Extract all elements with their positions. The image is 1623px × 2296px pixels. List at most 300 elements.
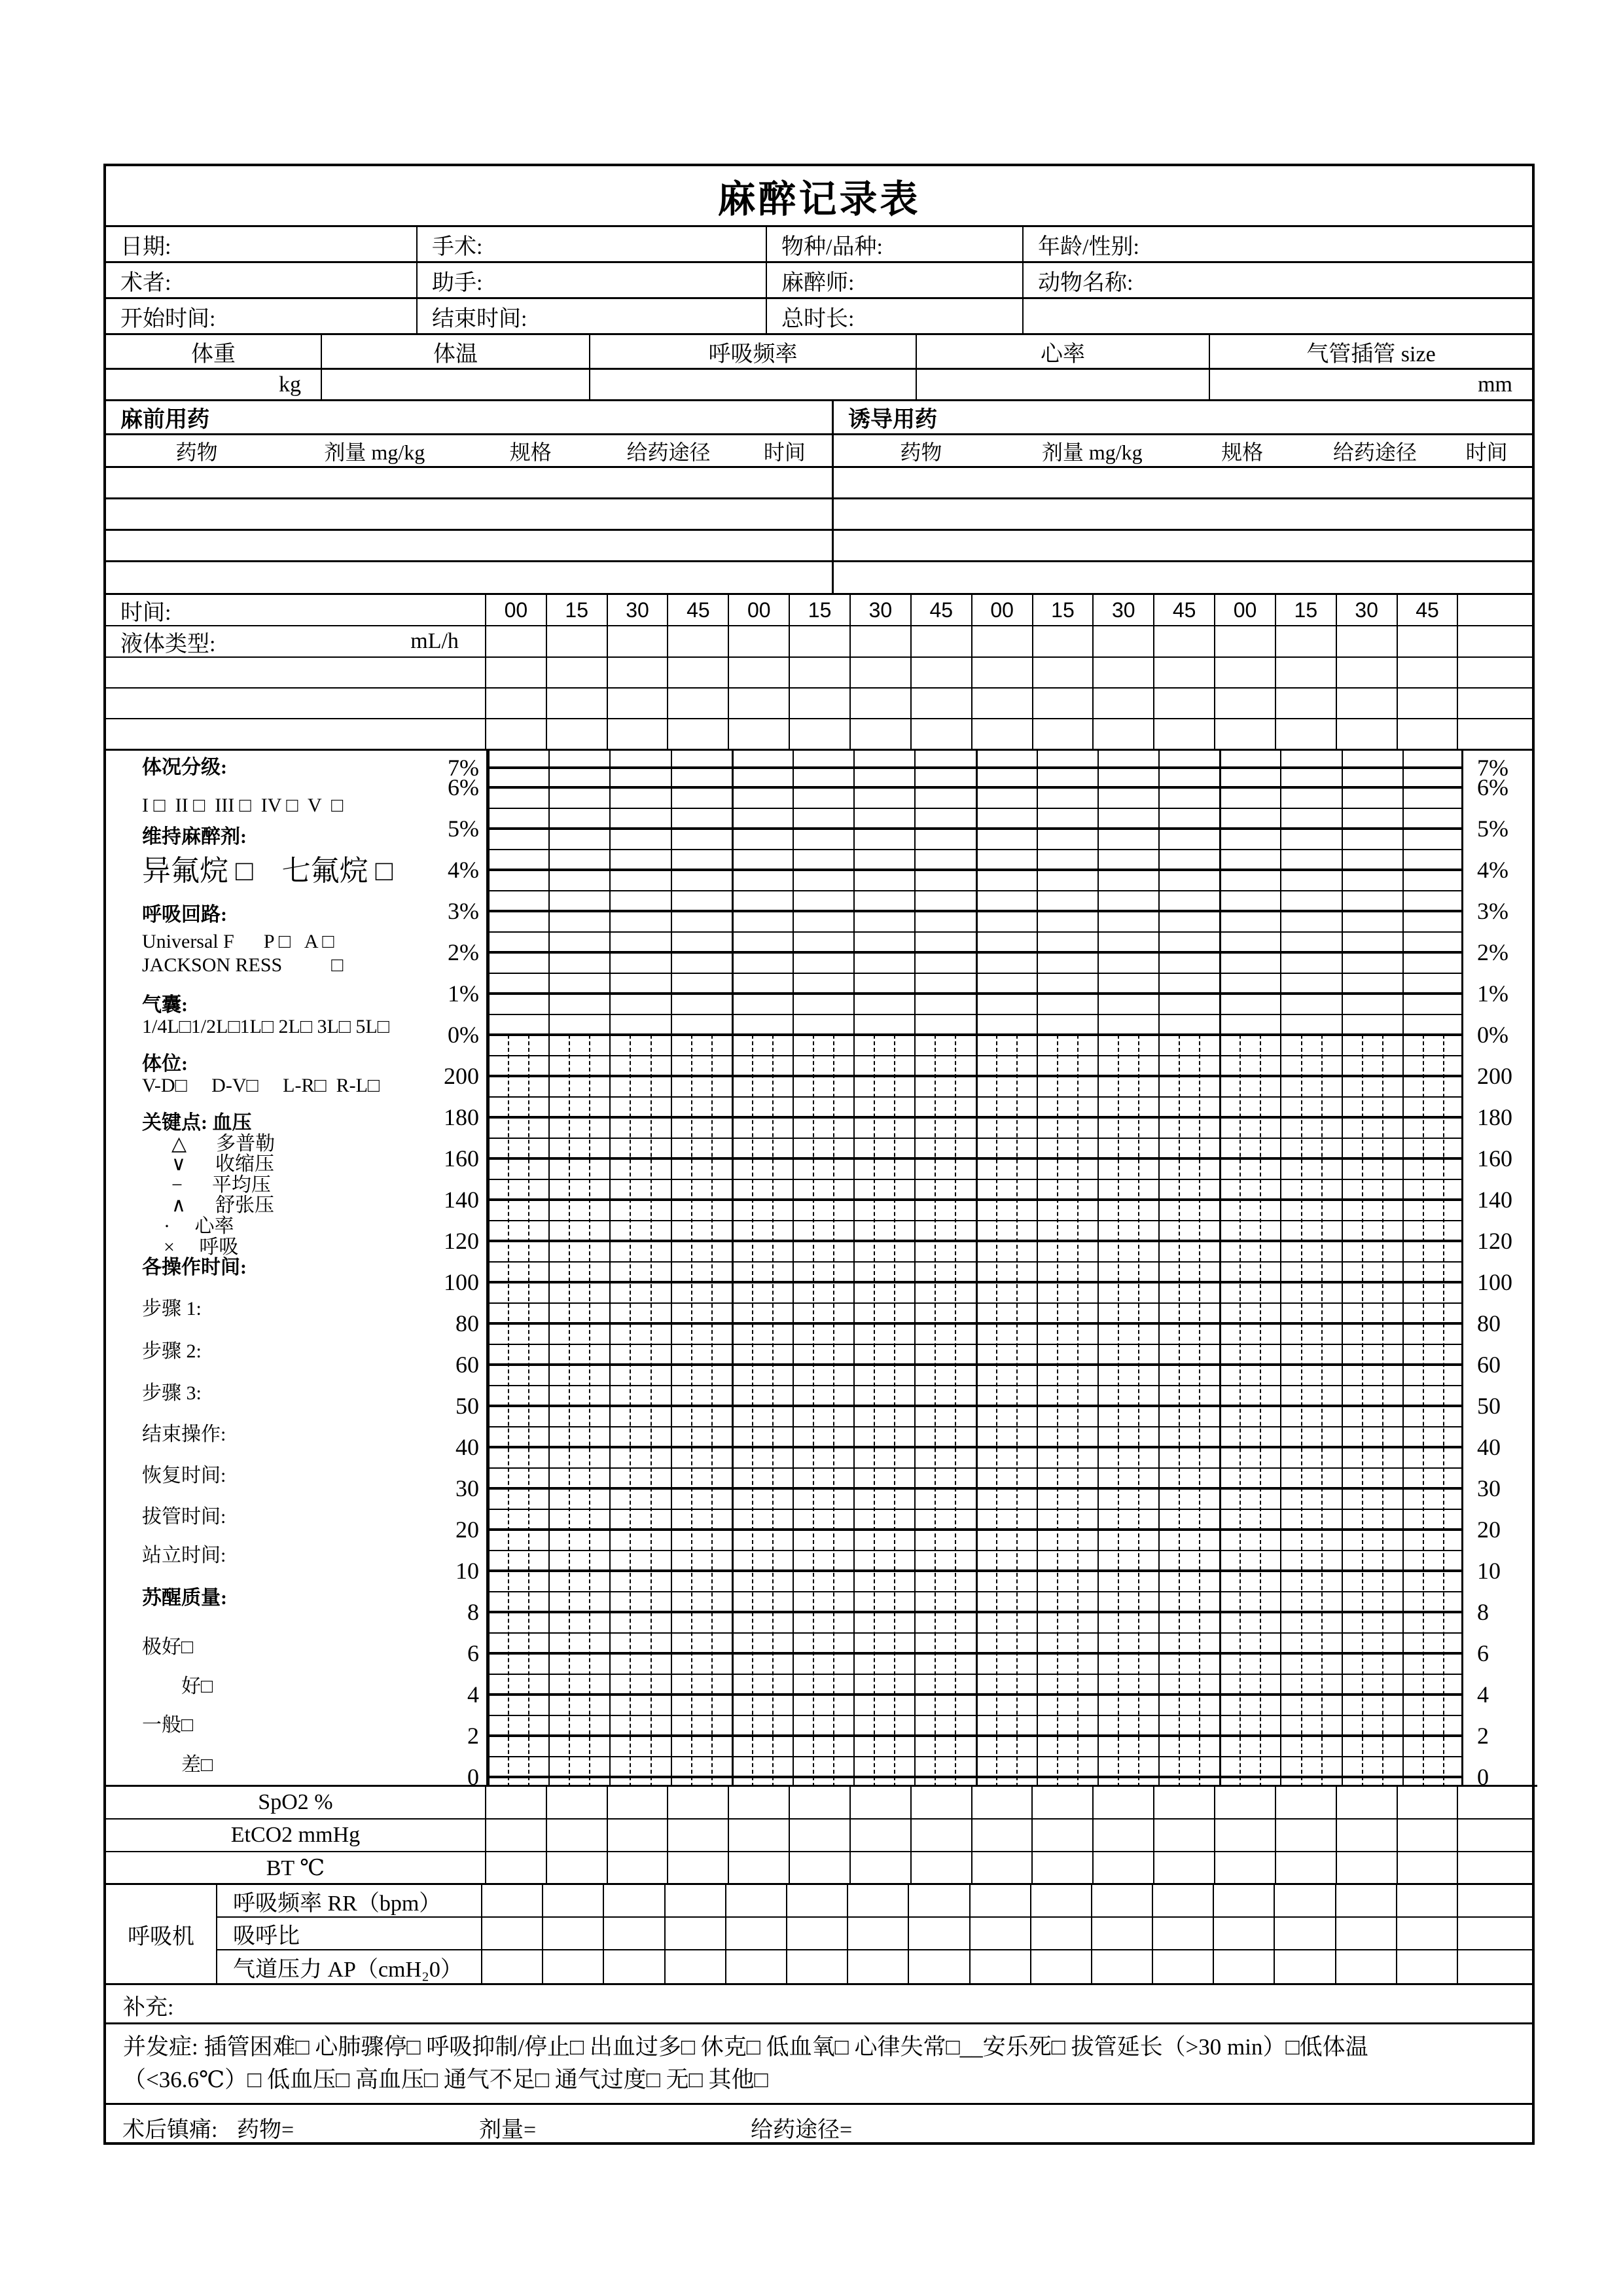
- grid-cell[interactable]: [608, 719, 669, 749]
- op-step1[interactable]: 步骤 1:: [142, 1298, 202, 1319]
- grid-vline: [1158, 751, 1160, 1787]
- premed-entry-cell[interactable]: [106, 562, 834, 593]
- induction-entry-cell[interactable]: [834, 562, 1532, 593]
- grid-cell[interactable]: [790, 689, 851, 718]
- grid-cell[interactable]: [543, 1885, 604, 1916]
- grid-hline-major: [488, 1240, 1463, 1242]
- grid-cell[interactable]: [729, 1852, 790, 1883]
- grid-cell[interactable]: [909, 1885, 970, 1916]
- grid-cell[interactable]: [851, 719, 912, 749]
- grid-cell[interactable]: [1031, 1885, 1092, 1916]
- asa-grade-options[interactable]: I □ II □ III □ IV □ V □: [142, 795, 344, 816]
- grid-cell[interactable]: [1337, 1787, 1398, 1818]
- grid-cell[interactable]: [1276, 1852, 1337, 1883]
- grid-hline-minor: [488, 1014, 1463, 1015]
- grid-cell[interactable]: [608, 1787, 669, 1818]
- grid-vline: [976, 751, 978, 1787]
- grid-cell[interactable]: [486, 689, 547, 718]
- grid-cell[interactable]: [608, 658, 669, 687]
- page-title: 麻醉记录表: [106, 166, 1532, 227]
- grid-cell[interactable]: [912, 626, 972, 656]
- premed-col-spec: 规格: [509, 440, 552, 464]
- circuit-universal-options[interactable]: Universal F P □ A □: [142, 931, 334, 952]
- grid-cell[interactable]: [1276, 626, 1337, 656]
- grid-cell[interactable]: [1094, 689, 1154, 718]
- axis-label: 160: [444, 1145, 479, 1172]
- vent-ap-label: 气道压力 AP（cmH₂0）: [217, 1950, 482, 1983]
- grid-cell[interactable]: [912, 658, 972, 687]
- grid-cell[interactable]: [486, 1852, 547, 1883]
- grid-cell[interactable]: [1033, 1820, 1094, 1851]
- grid-cell[interactable]: [604, 1950, 665, 1983]
- axis-label: 100: [1477, 1269, 1512, 1295]
- recovery-good-option[interactable]: 好□: [181, 1676, 213, 1697]
- bt-end-cell: [1458, 1852, 1532, 1883]
- time-tick-cell[interactable]: 15: [790, 595, 851, 625]
- axis-label: 0%: [1477, 1022, 1508, 1048]
- axis-label: 10: [455, 1558, 479, 1584]
- resp-value-cell[interactable]: [590, 370, 917, 399]
- grid-cell[interactable]: [790, 626, 851, 656]
- time-tick-cell[interactable]: 00: [729, 595, 790, 625]
- grid-vline: [732, 751, 734, 1787]
- grid-cell[interactable]: [608, 1852, 669, 1883]
- grid-cell[interactable]: [912, 1820, 972, 1851]
- grid-cell[interactable]: [608, 626, 669, 656]
- axis-label: 2: [1477, 1723, 1489, 1749]
- grid-cell[interactable]: [1336, 1918, 1397, 1949]
- grid-cell[interactable]: [729, 1820, 790, 1851]
- grid-cell[interactable]: [1094, 626, 1154, 656]
- grid-cell[interactable]: [1154, 719, 1215, 749]
- grid-cell[interactable]: [971, 1918, 1031, 1949]
- axis-label: 3%: [1477, 898, 1508, 924]
- grid-cell[interactable]: [608, 689, 669, 718]
- grid-cell[interactable]: [482, 1918, 543, 1949]
- weight-value-cell[interactable]: kg: [106, 370, 322, 399]
- grid-cell[interactable]: [971, 1885, 1031, 1916]
- med-entry-row: [106, 499, 1532, 531]
- grid-cell[interactable]: [848, 1950, 909, 1983]
- grid-cell[interactable]: [1154, 1852, 1215, 1883]
- grid-cell[interactable]: [729, 1787, 790, 1818]
- axis-label: 7%: [448, 755, 479, 781]
- grid-cell[interactable]: [1214, 1950, 1275, 1983]
- grid-cell[interactable]: [608, 1820, 669, 1851]
- vent-ie-end-cell: [1458, 1918, 1532, 1949]
- bag-options[interactable]: 1/4L□1/2L□1L□ 2L□ 3L□ 5L□: [142, 1016, 389, 1037]
- hr-value-cell[interactable]: [917, 370, 1210, 399]
- grid-cell[interactable]: [543, 1950, 604, 1983]
- grid-cell[interactable]: [912, 689, 972, 718]
- time-tick-cell[interactable]: 30: [1094, 595, 1154, 625]
- grid-cell[interactable]: [1153, 1950, 1214, 1983]
- op-extubation-time[interactable]: 拔管时间:: [142, 1506, 226, 1528]
- grid-cell[interactable]: [668, 1820, 729, 1851]
- end-time-field[interactable]: 结束时间:: [418, 299, 767, 333]
- temp-value-cell[interactable]: [322, 370, 590, 399]
- legend-respiration: × 呼吸: [164, 1236, 239, 1258]
- grid-cell[interactable]: [1154, 626, 1215, 656]
- etco2-end-cell: [1458, 1820, 1532, 1851]
- time-tick-cell[interactable]: 45: [1398, 595, 1459, 625]
- grid-cell[interactable]: [1337, 658, 1398, 687]
- chart-axis-left: [381, 751, 479, 1790]
- grid-cell[interactable]: [726, 1885, 787, 1916]
- grid-cell[interactable]: [482, 1885, 543, 1916]
- op-recovery-time[interactable]: 恢复时间:: [142, 1465, 226, 1486]
- grid-cell[interactable]: [912, 1852, 972, 1883]
- grid-hline-minor: [488, 1385, 1463, 1386]
- grid-cell[interactable]: [1094, 719, 1154, 749]
- grid-cell[interactable]: [726, 1918, 787, 1949]
- grid-cell[interactable]: [1276, 689, 1337, 718]
- axis-label: 20: [1477, 1516, 1501, 1543]
- grid-cell[interactable]: [1275, 1950, 1336, 1983]
- grid-cell[interactable]: [790, 658, 851, 687]
- time-tick-cell[interactable]: 00: [486, 595, 547, 625]
- date-field[interactable]: 日期:: [106, 227, 418, 261]
- fluid-unit-label: mL/h: [410, 629, 459, 653]
- induction-col-time: 时间: [1465, 440, 1508, 464]
- analgesia-drug-field[interactable]: 药物=: [237, 2118, 294, 2142]
- grid-cell[interactable]: [1337, 689, 1398, 718]
- vent-rr-row: [217, 1885, 1532, 1918]
- time-tick-cell[interactable]: 30: [608, 595, 669, 625]
- grid-cell[interactable]: [547, 1852, 608, 1883]
- grid-cell[interactable]: [668, 626, 729, 656]
- grid-cell[interactable]: [666, 1885, 726, 1916]
- grid-cell[interactable]: [604, 1885, 665, 1916]
- axis-label: 6: [467, 1640, 479, 1666]
- grid-cell[interactable]: [543, 1918, 604, 1949]
- axis-label: 8: [1477, 1599, 1489, 1625]
- grid-cell[interactable]: [851, 626, 912, 656]
- axis-label: 5%: [448, 816, 479, 842]
- complications-line1[interactable]: 并发症: 插管困难□ 心肺骤停□ 呼吸抑制/停止□ 出血过多□ 休克□ 低血氧□ 心律失常□__安乐死□ 拔管延长（>30 min）□低体温: [123, 2034, 1368, 2060]
- grid-cell[interactable]: [1276, 1787, 1337, 1818]
- grid-cell[interactable]: [1031, 1950, 1092, 1983]
- bt-label: BT ℃: [106, 1852, 486, 1883]
- grid-cell[interactable]: [1094, 1820, 1154, 1851]
- grid-cell[interactable]: [1033, 658, 1094, 687]
- maintenance-options[interactable]: 异氟烷 □ 七氟烷 □: [142, 855, 393, 887]
- recovery-excellent-option[interactable]: 极好□: [142, 1636, 194, 1658]
- induction-entry-cell[interactable]: [834, 531, 1532, 560]
- recovery-fair-option[interactable]: 一般□: [142, 1714, 194, 1736]
- grid-cell[interactable]: [1215, 658, 1276, 687]
- axis-label: 50: [455, 1393, 479, 1419]
- grid-cell[interactable]: [790, 1852, 851, 1883]
- position-options[interactable]: V-D□ D-V□ L-R□ R-L□: [142, 1075, 380, 1096]
- blank-grid-row: [106, 719, 1532, 751]
- grid-cell[interactable]: [486, 1820, 547, 1851]
- grid-cell[interactable]: [1397, 1885, 1458, 1916]
- complications-line2[interactable]: （<36.6℃）□ 低血压□ 高血压□ 通气不足□ 通气过度□ 无□ 其他□: [123, 2067, 768, 2092]
- time-tick-cell[interactable]: 45: [912, 595, 972, 625]
- grid-cell[interactable]: [912, 1787, 972, 1818]
- blank-row-label[interactable]: [106, 689, 486, 718]
- blank-grid-row: [106, 689, 1532, 719]
- grid-cell[interactable]: [1398, 719, 1459, 749]
- resp-rate-header: 呼吸频率: [590, 335, 917, 368]
- grid-cell[interactable]: [1153, 1918, 1214, 1949]
- grid-cell[interactable]: [1092, 1918, 1153, 1949]
- premed-entry-cell[interactable]: [106, 499, 834, 529]
- grid-cell[interactable]: [1153, 1885, 1214, 1916]
- grid-cell[interactable]: [1092, 1885, 1153, 1916]
- grid-vline: [488, 751, 490, 1787]
- time-tick-cell[interactable]: 00: [1215, 595, 1276, 625]
- complications-block: [106, 2024, 1532, 2105]
- blank-row-label[interactable]: [106, 719, 486, 749]
- analgesia-dose-field[interactable]: 剂量=: [479, 2118, 537, 2142]
- grid-hline-major: [488, 1075, 1463, 1077]
- axis-label: 2: [467, 1723, 479, 1749]
- grid-cell[interactable]: [1336, 1885, 1397, 1916]
- grid-cell[interactable]: [972, 626, 1033, 656]
- vent-ie-label: 吸呼比: [217, 1918, 482, 1949]
- grid-cell[interactable]: [851, 1852, 912, 1883]
- grid-cell[interactable]: [486, 626, 547, 656]
- grid-cell[interactable]: [1398, 626, 1459, 656]
- start-time-field[interactable]: 开始时间:: [106, 299, 418, 333]
- premed-entry-cell[interactable]: [106, 531, 834, 560]
- grid-cell[interactable]: [1337, 626, 1398, 656]
- grid-cell[interactable]: [1092, 1950, 1153, 1983]
- grid-cell[interactable]: [1031, 1918, 1092, 1949]
- grid-cell[interactable]: [726, 1950, 787, 1983]
- grid-cell[interactable]: [1398, 1820, 1459, 1851]
- grid-cell[interactable]: [848, 1885, 909, 1916]
- grid-cell[interactable]: [1398, 1852, 1459, 1883]
- grid-cell[interactable]: [604, 1918, 665, 1949]
- grid-cell[interactable]: [1337, 1820, 1398, 1851]
- induction-entry-cell[interactable]: [834, 499, 1532, 529]
- axis-label: 80: [1477, 1310, 1501, 1336]
- grid-cell[interactable]: [909, 1918, 970, 1949]
- grid-cell[interactable]: [790, 1820, 851, 1851]
- grid-hline-minor: [488, 1756, 1463, 1757]
- axis-label: 7%: [1477, 755, 1508, 781]
- induction-col-drug: 药物: [900, 440, 942, 464]
- time-tick-cell[interactable]: 30: [851, 595, 912, 625]
- blank-grid-row: [106, 658, 1532, 689]
- grid-cell[interactable]: [668, 719, 729, 749]
- grid-cell[interactable]: [971, 1950, 1031, 1983]
- time-tick-cell[interactable]: 15: [1276, 595, 1337, 625]
- grid-cell[interactable]: [1214, 1918, 1275, 1949]
- grid-cell[interactable]: [1275, 1918, 1336, 1949]
- grid-cell[interactable]: [1215, 1820, 1276, 1851]
- grid-cell[interactable]: [1215, 1852, 1276, 1883]
- ventilator-block: [106, 1885, 1532, 1985]
- animal-name-field[interactable]: 动物名称:: [1038, 270, 1133, 295]
- grid-cell[interactable]: [972, 658, 1033, 687]
- axis-label: 4%: [1477, 857, 1508, 883]
- op-step2[interactable]: 步骤 2:: [142, 1340, 202, 1362]
- grid-cell[interactable]: [1033, 1787, 1094, 1818]
- legend-label: 关键点: 血压: [142, 1112, 252, 1134]
- grid-cell[interactable]: [1154, 1820, 1215, 1851]
- grid-cell[interactable]: [1154, 689, 1215, 718]
- axis-label: 3%: [448, 898, 479, 924]
- grid-cell[interactable]: [1275, 1885, 1336, 1916]
- grid-vline: [609, 751, 611, 1787]
- etco2-label: EtCO2 mmHg: [106, 1820, 486, 1851]
- grid-hline-major: [488, 1322, 1463, 1325]
- grid-cell[interactable]: [909, 1950, 970, 1983]
- grid-hline-major: [488, 1528, 1463, 1531]
- grid-cell[interactable]: [547, 689, 608, 718]
- time-tick-cell[interactable]: 00: [972, 595, 1033, 625]
- grid-cell[interactable]: [972, 719, 1033, 749]
- grid-hline-minor: [488, 890, 1463, 891]
- grid-cell[interactable]: [1215, 689, 1276, 718]
- grid-cell[interactable]: [1276, 1820, 1337, 1851]
- recovery-poor-option[interactable]: 差□: [181, 1754, 213, 1776]
- position-label: 体位:: [142, 1053, 188, 1075]
- med-entry-row: [106, 531, 1532, 562]
- induction-col-route: 给药途径: [1332, 440, 1417, 464]
- time-tick-cell[interactable]: 15: [547, 595, 608, 625]
- grid-cell[interactable]: [1154, 1787, 1215, 1818]
- grid-cell[interactable]: [486, 658, 547, 687]
- grid-hline-minor: [488, 973, 1463, 974]
- fluid-row: [106, 626, 1532, 658]
- grid-cell[interactable]: [1337, 719, 1398, 749]
- grid-cell[interactable]: [1033, 626, 1094, 656]
- grid-cell[interactable]: [729, 626, 790, 656]
- grid-cell[interactable]: [1336, 1950, 1397, 1983]
- grid-cell[interactable]: [666, 1950, 726, 1983]
- premed-title: 麻前用药: [106, 401, 834, 433]
- grid-cell[interactable]: [851, 689, 912, 718]
- bag-label: 气囊:: [142, 994, 188, 1016]
- etco2-cells: [486, 1820, 1459, 1851]
- grid-cell[interactable]: [547, 1787, 608, 1818]
- grid-cell[interactable]: [972, 1787, 1033, 1818]
- grid-cell[interactable]: [1215, 626, 1276, 656]
- grid-cell[interactable]: [1397, 1918, 1458, 1949]
- grid-cell[interactable]: [1337, 1852, 1398, 1883]
- anesthetist-field[interactable]: 麻醉师:: [767, 263, 1024, 297]
- grid-cell[interactable]: [666, 1918, 726, 1949]
- grid-cell[interactable]: [851, 1820, 912, 1851]
- supplement-row[interactable]: [106, 1985, 1532, 2024]
- grid-cell[interactable]: [486, 719, 547, 749]
- grid-vline: [1342, 751, 1343, 1787]
- grid-cell[interactable]: [1094, 658, 1154, 687]
- axis-label: 100: [444, 1269, 479, 1295]
- grid-vline: [1280, 751, 1281, 1787]
- surgery-field[interactable]: 手术:: [418, 227, 767, 261]
- grid-cell[interactable]: [668, 658, 729, 687]
- time-tick-cell[interactable]: 45: [668, 595, 729, 625]
- premed-entry-cell[interactable]: [106, 468, 834, 497]
- grid-cell[interactable]: [486, 1787, 547, 1818]
- circuit-jackson-option[interactable]: JACKSON RESS □: [142, 954, 344, 976]
- grid-cell[interactable]: [1094, 1852, 1154, 1883]
- induction-entry-cell[interactable]: [834, 468, 1532, 497]
- species-field[interactable]: 物种/品种:: [767, 227, 1024, 261]
- op-step3[interactable]: 步骤 3:: [142, 1382, 202, 1404]
- op-standing-time[interactable]: 站立时间:: [142, 1545, 226, 1566]
- tube-value-cell[interactable]: mm: [1478, 372, 1512, 397]
- grid-cell[interactable]: [790, 1787, 851, 1818]
- grid-cell[interactable]: [547, 626, 608, 656]
- grid-cell[interactable]: [668, 1787, 729, 1818]
- grid-cell[interactable]: [1214, 1885, 1275, 1916]
- grid-vline: [671, 751, 672, 1787]
- axis-label: 60: [1477, 1352, 1501, 1378]
- induction-col-dose: 剂量 mg/kg: [1041, 440, 1143, 464]
- grid-cell[interactable]: [1094, 1787, 1154, 1818]
- grid-cell[interactable]: [1033, 1852, 1094, 1883]
- grid-cell[interactable]: [787, 1885, 848, 1916]
- blank-row-label[interactable]: [106, 658, 486, 687]
- total-duration-field[interactable]: 总时长:: [767, 299, 1024, 333]
- grid-cell[interactable]: [1276, 719, 1337, 749]
- grid-cell[interactable]: [787, 1918, 848, 1949]
- time-tick-cell[interactable]: 30: [1337, 595, 1398, 625]
- grid-cell[interactable]: [1033, 719, 1094, 749]
- grid-hline-minor: [488, 931, 1463, 933]
- axis-label: 80: [455, 1310, 479, 1336]
- fluid-type-label[interactable]: 液体类型:: [120, 632, 216, 656]
- op-end[interactable]: 结束操作:: [142, 1424, 226, 1445]
- grid-cell[interactable]: [547, 658, 608, 687]
- grid-cell[interactable]: [972, 1820, 1033, 1851]
- grid-cell[interactable]: [1398, 658, 1459, 687]
- grid-cell[interactable]: [1398, 1787, 1459, 1818]
- time-tick-cell[interactable]: 15: [1033, 595, 1094, 625]
- grid-cell[interactable]: [851, 1787, 912, 1818]
- fluid-row-label: [106, 626, 486, 656]
- grid-cell[interactable]: [547, 1820, 608, 1851]
- grid-cell[interactable]: [1398, 689, 1459, 718]
- grid-cell[interactable]: [851, 658, 912, 687]
- grid-cell[interactable]: [1215, 1787, 1276, 1818]
- grid-cell[interactable]: [1397, 1950, 1458, 1983]
- grid-cell[interactable]: [848, 1918, 909, 1949]
- grid-cell[interactable]: [547, 719, 608, 749]
- grid-cell[interactable]: [729, 719, 790, 749]
- grid-cell[interactable]: [668, 689, 729, 718]
- grid-cell[interactable]: [972, 1852, 1033, 1883]
- grid-cell[interactable]: [787, 1950, 848, 1983]
- grid-cell[interactable]: [972, 689, 1033, 718]
- grid-cell[interactable]: [729, 658, 790, 687]
- grid-cell[interactable]: [1276, 658, 1337, 687]
- bt-row: [106, 1852, 1532, 1885]
- time-tick-cell[interactable]: 45: [1154, 595, 1215, 625]
- circuit-label: 呼吸回路:: [142, 904, 227, 925]
- age-sex-field[interactable]: 年龄/性别:: [1038, 234, 1139, 259]
- grid-cell[interactable]: [1154, 658, 1215, 687]
- grid-cell[interactable]: [729, 689, 790, 718]
- grid-cell[interactable]: [790, 719, 851, 749]
- grid-cell[interactable]: [912, 719, 972, 749]
- legend-doppler: △ 多普勒: [171, 1133, 276, 1155]
- grid-cell[interactable]: [1033, 689, 1094, 718]
- assistant-field[interactable]: 助手:: [418, 263, 767, 297]
- grid-cell[interactable]: [668, 1852, 729, 1883]
- grid-cell[interactable]: [1215, 719, 1276, 749]
- analgesia-route-field[interactable]: 给药途径=: [751, 2118, 853, 2142]
- surgeon-field[interactable]: 术者:: [106, 263, 418, 297]
- grid-cell[interactable]: [482, 1950, 543, 1983]
